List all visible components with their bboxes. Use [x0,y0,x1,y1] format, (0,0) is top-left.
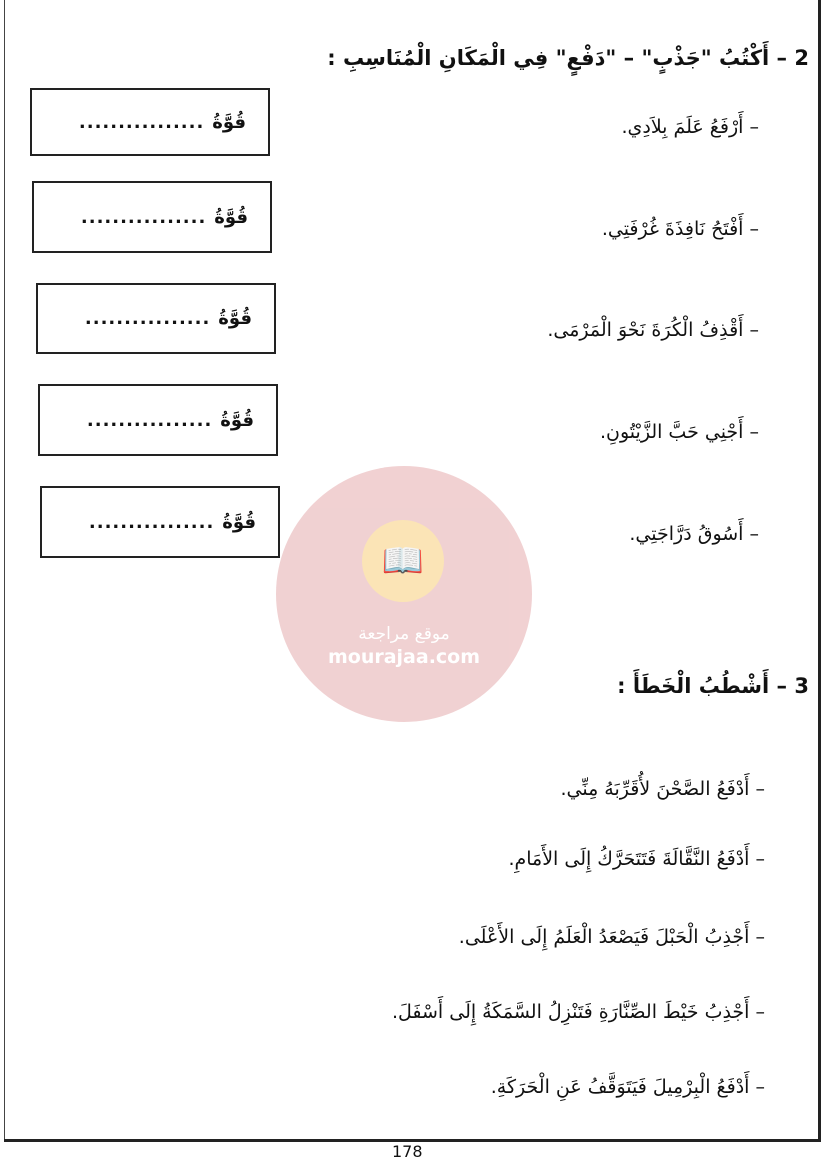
watermark-arabic: موقع مراجعة [358,624,450,644]
section3-sentence[interactable]: – أَدْفَعُ الصَّحْنَ لأُقَرِّبَهُ مِنِّي. [560,778,765,800]
answer-blank[interactable]: ................ [88,511,215,533]
answer-box[interactable] [32,181,272,253]
section3-heading: 3 – أَشْطُبُ الْخَطَأَ : [617,674,809,698]
answer-box[interactable] [38,384,278,456]
box-label: قُوَّةُ [218,308,252,329]
box-label: قُوَّةُ [220,409,254,431]
answer-blank[interactable]: ................ [78,111,205,133]
section3-sentence[interactable]: – أَجْذِبُ خَيْطَ الصِّنَّارَةِ فَتَنْزِلُ السَّمَكَةُ إِلَى أَسْفَلَ. [391,1001,765,1023]
answer-box[interactable] [30,88,270,156]
section2-sentence: – أَرْفَعُ عَلَمَ بِلاَدِي. [621,116,759,138]
answer-box[interactable] [36,283,276,354]
box-label: قُوَّةُ [222,511,256,533]
box-label: قُوَّةُ [214,206,248,228]
section2-sentence: – أَقْذِفُ الْكُرَةَ نَحْوَ الْمَرْمَى. [547,319,759,341]
section2-heading: 2 – أَكْتُبُ "جَذْبٍ" – "دَفْعٍ" فِي الْمَكَانِ الْمُنَاسِبِ : [327,46,809,70]
frame-right-border [818,0,821,1142]
answer-blank[interactable]: ................ [84,308,211,329]
section2-sentence: – أَفْتَحُ نَافِذَةَ غُرْفَتِي. [601,218,759,240]
section3-sentence[interactable]: – أَجْذِبُ الْحَبْلَ فَيَصْعَدُ الْعَلَمُ إِلَى الأَعْلَى. [458,926,765,948]
watermark [276,466,532,722]
watermark-domain: mourajaa.com [327,646,481,668]
answer-blank[interactable]: ................ [80,206,207,228]
open-book-icon: 📖 [362,520,444,602]
section2-sentence: – أَسُوقُ دَرَّاجَتِي. [629,523,759,545]
section2-sentence: – أَجْنِي حَبَّ الزَّيْتُونِ. [600,421,759,443]
box-label: قُوَّةُ [212,111,246,133]
answer-box[interactable] [40,486,280,558]
page-number: 178 [392,1142,423,1161]
frame-left-border [4,0,5,1142]
section3-sentence[interactable]: – أَدْفَعُ النَّقَّالَةَ فَتَتَحَرَّكُ إِلَى الأَمَامِ. [508,848,765,870]
section3-sentence[interactable]: – أَدْفَعُ الْبِرْمِيلَ فَيَتَوَقَّفُ عَنِ الْحَرَكَةِ. [490,1076,765,1098]
answer-blank[interactable]: ................ [86,409,213,431]
